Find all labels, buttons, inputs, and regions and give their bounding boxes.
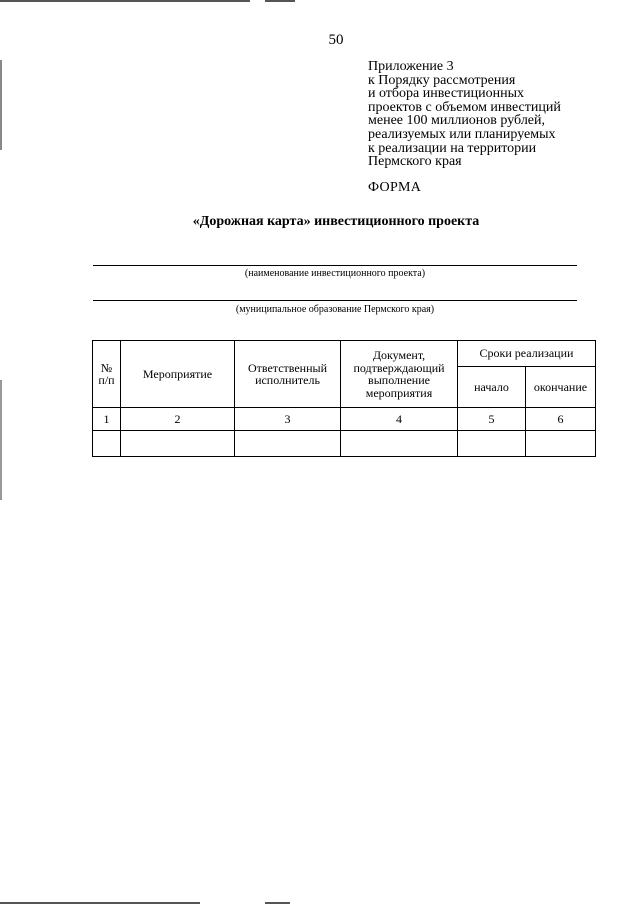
appendix-line: реализуемых или планируемых (368, 126, 556, 142)
scan-artifact-left-edge-lower (0, 380, 2, 500)
scan-artifact-top-right (265, 0, 295, 2)
header-number: № п/п (93, 341, 121, 408)
empty-cell[interactable] (121, 431, 235, 457)
column-number: 4 (341, 408, 458, 431)
scan-artifact-bottom (0, 902, 200, 904)
empty-cell[interactable] (235, 431, 341, 457)
appendix-line: и отбора инвестиционных (368, 86, 525, 102)
scan-artifact-top (0, 0, 250, 2)
header-responsible: Ответственный исполнитель (235, 341, 341, 408)
empty-cell[interactable] (526, 431, 596, 457)
header-start: начало (458, 367, 526, 408)
appendix-note (368, 60, 628, 169)
column-number: 1 (93, 408, 121, 431)
column-number: 6 (526, 408, 596, 431)
municipality-caption: (муниципальное образование Пермского края) (235, 304, 435, 315)
appendix-line: к реализации на территории (368, 140, 537, 156)
project-name-field[interactable] (93, 265, 577, 266)
appendix-line: менее 100 миллионов рублей, (368, 113, 546, 129)
column-number: 5 (458, 408, 526, 431)
appendix-line: Пермского края (368, 154, 462, 170)
appendix-line: проектов с объемом инвестиций (368, 99, 561, 115)
empty-cell[interactable] (458, 431, 526, 457)
header-end: окончание (526, 367, 596, 408)
document-title: «Дорожная карта» инвестиционного проекта (192, 214, 480, 229)
table-row (93, 431, 596, 457)
header-document: Документ, подтверждающий выполнение мероприятия (341, 341, 458, 408)
column-number: 2 (121, 408, 235, 431)
form-label: ФОРМА (368, 180, 422, 195)
project-name-caption: (наименование инвестиционного проекта) (244, 268, 426, 279)
appendix-line: к Порядку рассмотрения (368, 72, 516, 88)
municipality-field[interactable] (93, 300, 577, 301)
empty-cell[interactable] (93, 431, 121, 457)
header-activity: Мероприятие (121, 341, 235, 408)
scan-artifact-bottom-right (265, 902, 290, 904)
empty-cell[interactable] (341, 431, 458, 457)
page-number: 50 (328, 32, 344, 48)
column-number-row (93, 408, 596, 431)
column-number: 3 (235, 408, 341, 431)
roadmap-table (92, 340, 596, 457)
appendix-line: Приложение 3 (368, 59, 454, 74)
header-terms: Сроки реализации (458, 341, 596, 367)
scan-artifact-left-edge (0, 60, 2, 150)
